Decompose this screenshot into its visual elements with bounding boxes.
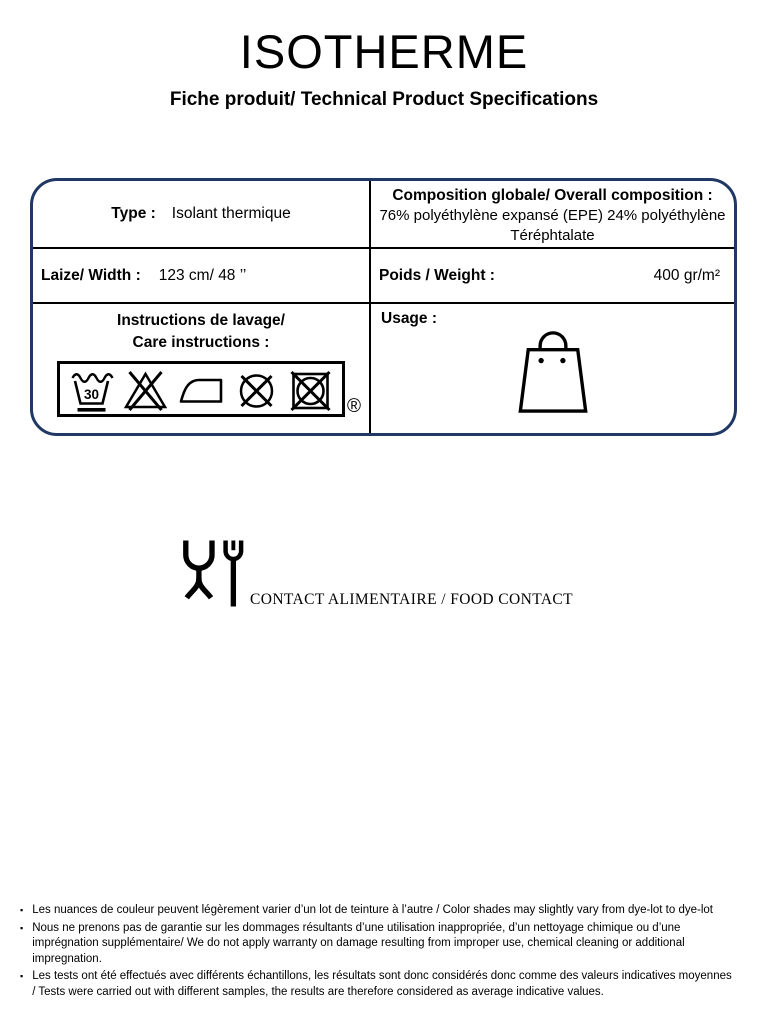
cell-width bbox=[33, 249, 371, 304]
width-label: Laize/ Width : bbox=[41, 266, 141, 284]
footnote-text: Les tests ont été effectués avec différents échantillons, les résultats sont donc considérés donc comme des valeurs indicatives moyennes / Tests were carried out with different samples, the results are therefore considered as average indicative values. bbox=[32, 970, 732, 998]
footnote-item bbox=[18, 903, 740, 919]
type-label: Type : bbox=[111, 205, 156, 222]
footnote-text: Les nuances de couleur peuvent légèrement varier d’un lot de teinture à l’autre / Color shades may slightly vary from dye-lot to dye-lot bbox=[32, 904, 713, 916]
composition-label: Composition globale/ Overall composition : bbox=[392, 187, 713, 204]
weight-label: Poids / Weight : bbox=[379, 266, 495, 284]
spec-table bbox=[30, 178, 737, 436]
do-not-tumble-dry-icon bbox=[287, 365, 334, 413]
bullet-square-icon: ▪ bbox=[20, 905, 24, 915]
type-value: Isolant thermique bbox=[171, 205, 291, 222]
page-subtitle: Fiche produit/ Technical Product Specifications bbox=[169, 89, 599, 110]
care-icons-row bbox=[57, 361, 369, 417]
footnotes bbox=[18, 903, 740, 1003]
food-contact-block bbox=[179, 536, 573, 611]
footnote-item bbox=[18, 921, 740, 968]
cell-composition bbox=[371, 181, 734, 249]
wash-30-gentle-icon bbox=[68, 365, 115, 413]
care-label-line1: Instructions de lavage/ bbox=[117, 312, 285, 329]
cell-type bbox=[33, 181, 371, 249]
usage-label: Usage : bbox=[381, 310, 437, 327]
footnote-text: Nous ne prenons pas de garantie sur les dommages résultants d’une utilisation inappropriée, d’un nettoyage chimique ou d’une imprégnation supplémentaire/ We do not apply warranty on damage resulting from improper use, chemical cleaning or additional impregnation. bbox=[32, 921, 685, 965]
cell-usage bbox=[371, 304, 734, 433]
footnote-item bbox=[18, 969, 740, 1000]
composition-value: 76% polyéthylène expansé (EPE) 24% polyéthylène Téréphtalate bbox=[379, 207, 726, 244]
care-label-line2: Care instructions : bbox=[132, 334, 270, 351]
cell-weight bbox=[371, 249, 734, 304]
wash-temperature: 30 bbox=[83, 387, 100, 402]
width-value: 123 cm/ 48 ’’ bbox=[158, 266, 247, 284]
do-not-bleach-icon bbox=[122, 365, 169, 413]
cell-care-instructions bbox=[33, 304, 371, 433]
care-icons-box bbox=[57, 361, 345, 417]
shopping-bag-icon bbox=[507, 321, 599, 416]
registered-trademark-icon: ® bbox=[347, 396, 361, 417]
bullet-square-icon: ▪ bbox=[20, 922, 24, 933]
glass-and-fork-icon bbox=[179, 536, 245, 611]
do-not-dry-clean-icon bbox=[233, 365, 280, 413]
page-title: ISOTHERME bbox=[239, 25, 529, 78]
food-contact-label: CONTACT ALIMENTAIRE / FOOD CONTACT bbox=[250, 591, 574, 608]
bullet-square-icon: ▪ bbox=[20, 971, 24, 982]
weight-value: 400 gr/m² bbox=[653, 266, 720, 284]
iron-icon bbox=[176, 365, 226, 413]
